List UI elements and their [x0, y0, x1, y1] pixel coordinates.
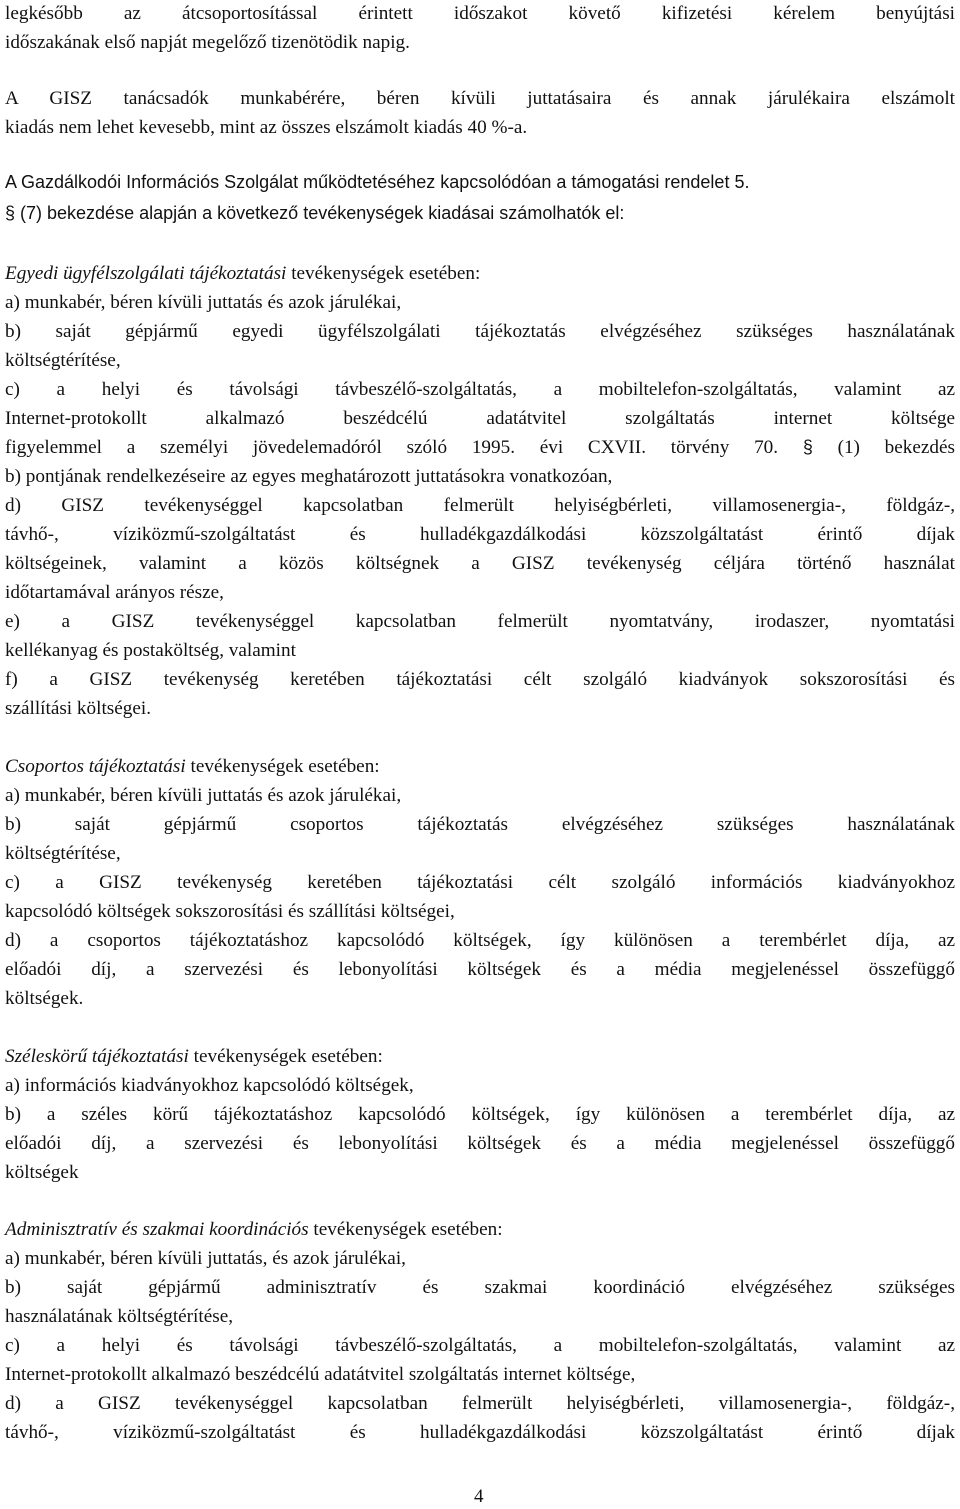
list-item: kellékanyag és postaköltség, valamint — [5, 640, 296, 661]
list-item: b) saját gépjármű adminisztratív és szakmai koordináció elvégzéséhez szükséges — [5, 1277, 955, 1298]
law-reference-pre: figyelemmel a személyi jövedelemadóról szóló 1995. évi CXVII. törvény 70. — [5, 437, 803, 458]
list-item: c) a helyi és távolsági távbeszélő-szolgáltatás, a mobiltelefon-szolgáltatás, valamint az — [5, 1335, 955, 1356]
section-heading — [5, 1047, 383, 1066]
text-line: legkésőbb az átcsoportosítással érintett időszakot követő kifizetési kérelem benyújtási — [5, 3, 955, 24]
text-line: A GISZ tanácsadók munkabérére, béren kívüli juttatásaira és annak járulékaira elszámolt — [5, 88, 955, 109]
section-heading-italic: Egyedi ügyfélszolgálati tájékoztatási — [5, 263, 287, 284]
list-item: költségtérítése, — [5, 843, 121, 864]
law-reference-post: (1) bekezdés — [812, 437, 955, 458]
list-item: előadói díj, a szervezési és lebonyolítási költségek és a média megjelenéssel összefüggő — [5, 1133, 955, 1154]
list-item: d) GISZ tevékenységgel kapcsolatban felmerült helyiségbérleti, villamosenergia-, földgáz-, — [5, 495, 955, 516]
section-sign: § — [802, 437, 813, 457]
list-item: f) a GISZ tevékenység keretében tájékoztatási célt szolgáló kiadványok sokszorosítási és — [5, 669, 955, 690]
list-item: használatának költségtérítése, — [5, 1306, 234, 1327]
list-item: időtartamával arányos része, — [5, 582, 224, 603]
list-item: a) munkabér, béren kívüli juttatás és azok járulékai, — [5, 292, 402, 313]
list-item: a) információs kiadványokhoz kapcsolódó költségek, — [5, 1075, 414, 1096]
section-heading-italic: Csoportos tájékoztatási — [5, 756, 186, 777]
intro-line: A Gazdálkodói Információs Szolgálat működtetéséhez kapcsolódóan a támogatási rendelet 5. — [5, 172, 750, 192]
list-item: a) munkabér, béren kívüli juttatás, és azok járulékai, — [5, 1248, 406, 1269]
text-line: időszakának első napját megelőző tizenötödik napig. — [5, 32, 410, 53]
section-sign: § — [5, 203, 16, 223]
section-heading-rest: tevékenységek esetében: — [308, 1219, 503, 1240]
list-item: b) saját gépjármű egyedi ügyfélszolgálati tájékoztatás elvégzéséhez szükséges használatának — [5, 321, 955, 342]
law-reference-line — [5, 438, 955, 457]
list-item: c) a helyi és távolsági távbeszélő-szolgáltatás, a mobiltelefon-szolgáltatás, valamint az — [5, 379, 955, 400]
section-heading-rest: tevékenységek esetében: — [185, 756, 380, 777]
section-heading-italic: Adminisztratív és szakmai koordinációs — [5, 1219, 309, 1240]
list-item: b) saját gépjármű csoportos tájékoztatás elvégzéséhez szükséges használatának — [5, 814, 955, 835]
list-item: előadói díj, a szervezési és lebonyolítási költségek és a média megjelenéssel összefüggő — [5, 959, 955, 980]
list-item: szállítási költségei. — [5, 698, 152, 719]
list-item: költségtérítése, — [5, 350, 121, 371]
list-item: e) a GISZ tevékenységgel kapcsolatban felmerült nyomtatvány, irodaszer, nyomtatási — [5, 611, 955, 632]
section-heading-rest: tevékenységek esetében: — [286, 263, 481, 284]
list-item: távhő-, víziközmű-szolgáltatást és hulladékgazdálkodási közszolgáltatást érintő díjak — [5, 1422, 955, 1443]
list-item: d) a csoportos tájékoztatáshoz kapcsolódó költségek, így különösen a terembérlet díja, az — [5, 930, 955, 951]
list-item: Internet-protokollt alkalmazó beszédcélú adatátvitel szolgáltatás internet költsége — [5, 408, 955, 429]
list-item: d) a GISZ tevékenységgel kapcsolatban felmerült helyiségbérleti, villamosenergia-, földgáz-, — [5, 1393, 955, 1414]
list-item: kapcsolódó költségek sokszorosítási és szállítási költségei, — [5, 901, 455, 922]
section-heading — [5, 264, 480, 283]
list-item: c) a GISZ tevékenység keretében tájékoztatási célt szolgáló információs kiadványokhoz — [5, 872, 955, 893]
intro-line-rest: (7) bekezdése alapján a következő tevékenységek kiadásai számolhatók el: — [15, 203, 625, 223]
section-heading-italic: Széleskörű tájékoztatási — [5, 1046, 189, 1067]
list-item: Internet-protokollt alkalmazó beszédcélú adatátvitel szolgáltatás internet költsége, — [5, 1364, 636, 1385]
list-item: b) a széles körű tájékoztatáshoz kapcsolódó költségek, így különösen a terembérlet díja, az — [5, 1104, 955, 1125]
list-item: költségeinek, valamint a közös költségnek a GISZ tevékenység céljára történő használat — [5, 553, 955, 574]
section-heading — [5, 757, 380, 776]
page-number: 4 — [474, 1486, 484, 1507]
section-heading-rest: tevékenységek esetében: — [188, 1046, 383, 1067]
intro-line — [5, 204, 624, 222]
list-item: költségek — [5, 1162, 79, 1183]
section-heading — [5, 1220, 503, 1239]
list-item: költségek. — [5, 988, 84, 1009]
list-item: b) pontjának rendelkezéseire az egyes meghatározott juttatásokra vonatkozóan, — [5, 466, 613, 487]
list-item: a) munkabér, béren kívüli juttatás és azok járulékai, — [5, 785, 402, 806]
text-line: kiadás nem lehet kevesebb, mint az összes elszámolt kiadás 40 %-a. — [5, 117, 528, 138]
list-item: távhő-, víziközmű-szolgáltatást és hulladékgazdálkodási közszolgáltatást érintő díjak — [5, 524, 955, 545]
